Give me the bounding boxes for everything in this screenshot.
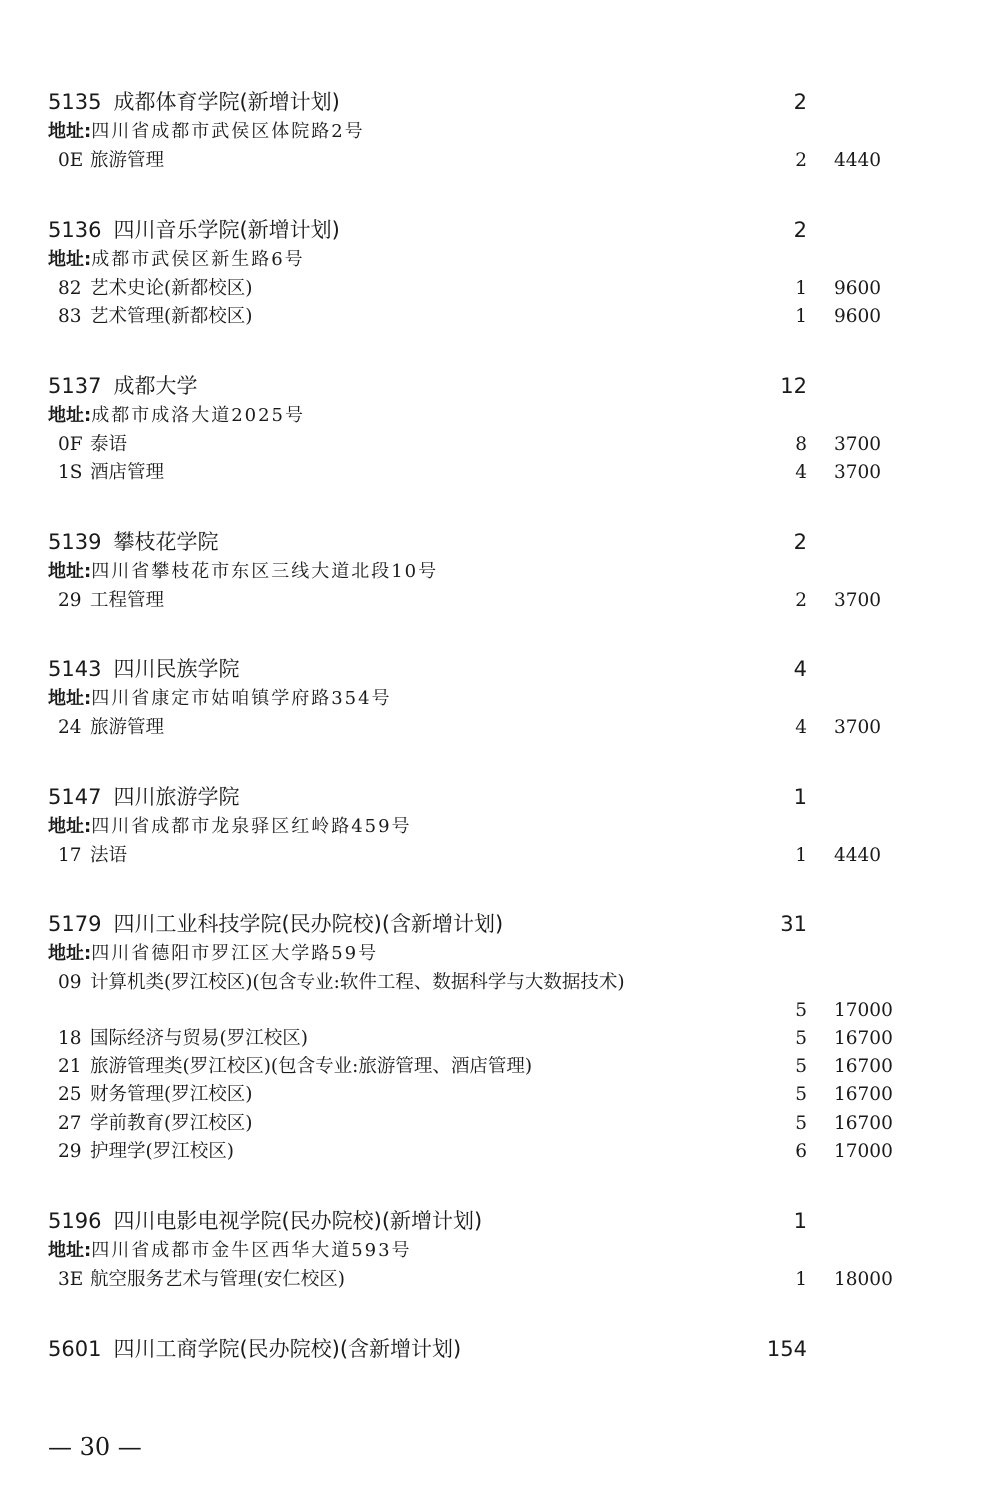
school-total: 4 [793,657,807,681]
school-address [48,940,378,968]
major-count: 2 [795,590,807,611]
major-row [0,147,1000,175]
major-fee: 4440 [834,845,882,866]
school-address [48,118,365,146]
school-heading [48,372,197,400]
major-count: 1 [795,845,807,866]
major-fee: 17000 [834,1141,893,1162]
major-name: 旅游管理 [90,150,165,171]
address-label: 地址: [48,121,92,142]
major-code: 18 [58,1028,82,1049]
major-row [0,1053,1000,1081]
school-code: 5143 [48,657,102,681]
school-address [48,246,305,274]
school-address [48,685,392,713]
address-value: 四川省攀枝花市东区三线大道北段10号 [91,561,439,582]
major-code: 0F [58,434,83,455]
address-value: 成都市武侯区新生路6号 [91,249,305,270]
school-name: 四川电影电视学院(民办院校)(新增计划) [113,1209,483,1233]
major-row [0,1110,1000,1138]
school-heading [48,910,503,938]
school-address [48,1237,412,1265]
major-fee: 9600 [834,306,882,327]
major-fee: 17000 [834,1000,893,1021]
major-fee: 3700 [834,462,882,483]
school-name: 攀枝花学院 [113,530,219,554]
school-code: 5135 [48,90,102,114]
address-value: 四川省成都市金牛区西华大道593号 [91,1240,412,1261]
major-code: 09 [58,972,82,993]
major-row [0,459,1000,487]
address-label: 地址: [48,943,92,964]
major-count: 5 [795,1113,807,1134]
school-total: 31 [780,912,807,936]
major-row [0,431,1000,459]
major-count: 1 [795,1269,807,1290]
major-count: 2 [795,150,807,171]
major-code: 29 [58,590,82,611]
major-count: 4 [795,717,807,738]
major-name: 旅游管理类(罗江校区)(包含专业:旅游管理、酒店管理) [90,1056,533,1077]
major-count: 1 [795,306,807,327]
major-code: 0E [58,150,84,171]
school-heading [48,655,239,683]
address-label: 地址: [48,561,92,582]
school-heading [48,783,239,811]
school-address [48,558,438,586]
major-fee: 4440 [834,150,882,171]
major-row [0,1138,1000,1166]
page-number: — 30 — [48,1433,142,1461]
major-code: 3E [58,1269,84,1290]
major-code: 82 [58,278,82,299]
major-count: 5 [795,1056,807,1077]
school-code: 5179 [48,912,102,936]
major-fee: 9600 [834,278,882,299]
school-total: 2 [793,530,807,554]
address-label: 地址: [48,249,92,270]
school-heading [48,88,340,116]
major-name: 护理学(罗江校区) [90,1141,234,1162]
school-total: 154 [766,1337,807,1361]
school-total: 12 [780,374,807,398]
school-address [48,402,305,430]
school-total: 1 [793,1209,807,1233]
major-code: 21 [58,1056,82,1077]
major-row [0,714,1000,742]
major-row [0,1081,1000,1109]
major-name: 泰语 [90,434,128,455]
major-count: 5 [795,1084,807,1105]
major-code: 83 [58,306,82,327]
major-count: 1 [795,278,807,299]
major-fee: 16700 [834,1056,893,1077]
major-code: 17 [58,845,82,866]
school-name: 四川民族学院 [113,657,240,681]
major-row [0,1266,1000,1294]
major-name: 艺术管理(新都校区) [90,306,253,327]
major-name: 酒店管理 [90,462,165,483]
address-label: 地址: [48,688,92,709]
school-heading [48,528,218,556]
address-value: 四川省成都市武侯区体院路2号 [91,121,365,142]
school-total: 2 [793,218,807,242]
school-total: 1 [793,785,807,809]
major-name: 旅游管理 [90,717,165,738]
major-name: 计算机类(罗江校区)(包含专业:软件工程、数据科学与大数据技术) [90,972,625,993]
school-name: 四川旅游学院 [113,785,240,809]
school-address [48,813,412,841]
major-code: 1S [58,462,83,483]
major-name: 工程管理 [90,590,165,611]
school-heading [48,1335,461,1363]
address-value: 四川省康定市姑咱镇学府路354号 [91,688,392,709]
major-name: 法语 [90,845,128,866]
major-row [0,587,1000,615]
address-value: 成都市成洛大道2025号 [91,405,306,426]
major-name: 学前教育(罗江校区) [90,1113,253,1134]
school-code: 5137 [48,374,102,398]
major-row [0,303,1000,331]
school-code: 5136 [48,218,102,242]
major-fee: 16700 [834,1084,893,1105]
major-code: 29 [58,1141,82,1162]
major-row [0,969,1000,1025]
address-label: 地址: [48,405,92,426]
major-name: 艺术史论(新都校区) [90,278,253,299]
school-name: 四川工业科技学院(民办院校)(含新增计划) [113,912,504,936]
address-value: 四川省成都市龙泉驿区红岭路459号 [91,816,412,837]
major-fee: 16700 [834,1113,893,1134]
school-total: 2 [793,90,807,114]
school-code: 5196 [48,1209,102,1233]
school-code: 5601 [48,1337,102,1361]
major-code: 25 [58,1084,82,1105]
major-fee: 3700 [834,717,882,738]
school-name: 成都体育学院(新增计划) [113,90,340,114]
major-row [0,275,1000,303]
major-name: 国际经济与贸易(罗江校区) [90,1028,308,1049]
school-name: 四川工商学院(民办院校)(含新增计划) [113,1337,462,1361]
major-count: 6 [795,1141,807,1162]
major-count: 8 [795,434,807,455]
school-code: 5139 [48,530,102,554]
major-fee: 18000 [834,1269,893,1290]
major-row [0,1025,1000,1053]
major-count: 4 [795,462,807,483]
major-name: 航空服务艺术与管理(安仁校区) [90,1269,345,1290]
school-code: 5147 [48,785,102,809]
major-fee: 3700 [834,590,882,611]
major-code: 27 [58,1113,82,1134]
school-heading [48,1207,482,1235]
address-label: 地址: [48,1240,92,1261]
address-label: 地址: [48,816,92,837]
major-fee: 16700 [834,1028,893,1049]
major-count: 5 [795,1000,807,1021]
school-heading [48,216,340,244]
major-fee: 3700 [834,434,882,455]
address-value: 四川省德阳市罗江区大学路59号 [91,943,379,964]
major-name: 财务管理(罗江校区) [90,1084,253,1105]
major-row [0,842,1000,870]
major-count: 5 [795,1028,807,1049]
school-name: 成都大学 [113,374,198,398]
major-code: 24 [58,717,82,738]
school-name: 四川音乐学院(新增计划) [113,218,340,242]
